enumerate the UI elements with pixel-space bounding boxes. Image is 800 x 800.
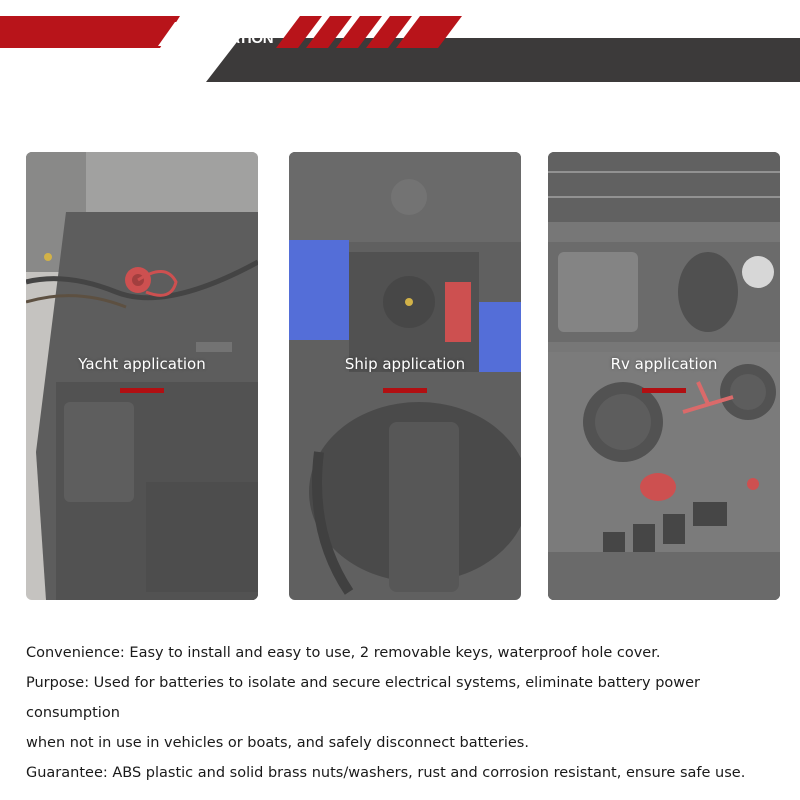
card-label: Yacht application xyxy=(78,355,206,373)
application-card-rv xyxy=(548,152,780,600)
photo-overlay xyxy=(289,152,521,600)
card-label: Ship application xyxy=(344,355,466,373)
label-underline xyxy=(383,388,427,393)
application-card-yacht xyxy=(26,152,258,600)
application-card-ship xyxy=(289,152,521,600)
guarantee-line: Guarantee: ABS plastic and solid brass nuts/washers, rust and corrosion resistant, ensure safe use. xyxy=(26,765,746,781)
product-description xyxy=(26,638,786,788)
label-underline xyxy=(120,388,164,393)
purpose-line: Purpose: Used for batteries to isolate and secure electrical systems, eliminate battery power consumption xyxy=(26,675,701,721)
card-label: Rv application xyxy=(610,355,718,373)
convenience-line: Convenience: Easy to install and easy to use, 2 removable keys, waterproof hole cover. xyxy=(26,645,661,661)
header-banner xyxy=(0,0,800,90)
label-underline xyxy=(642,388,686,393)
photo-overlay xyxy=(26,152,258,600)
page-title: APPLICATION xyxy=(176,30,274,47)
photo-overlay xyxy=(548,152,780,600)
purpose-line-continued: when not in use in vehicles or boats, and safely disconnect batteries. xyxy=(26,735,529,751)
banner-graphic xyxy=(0,0,800,90)
